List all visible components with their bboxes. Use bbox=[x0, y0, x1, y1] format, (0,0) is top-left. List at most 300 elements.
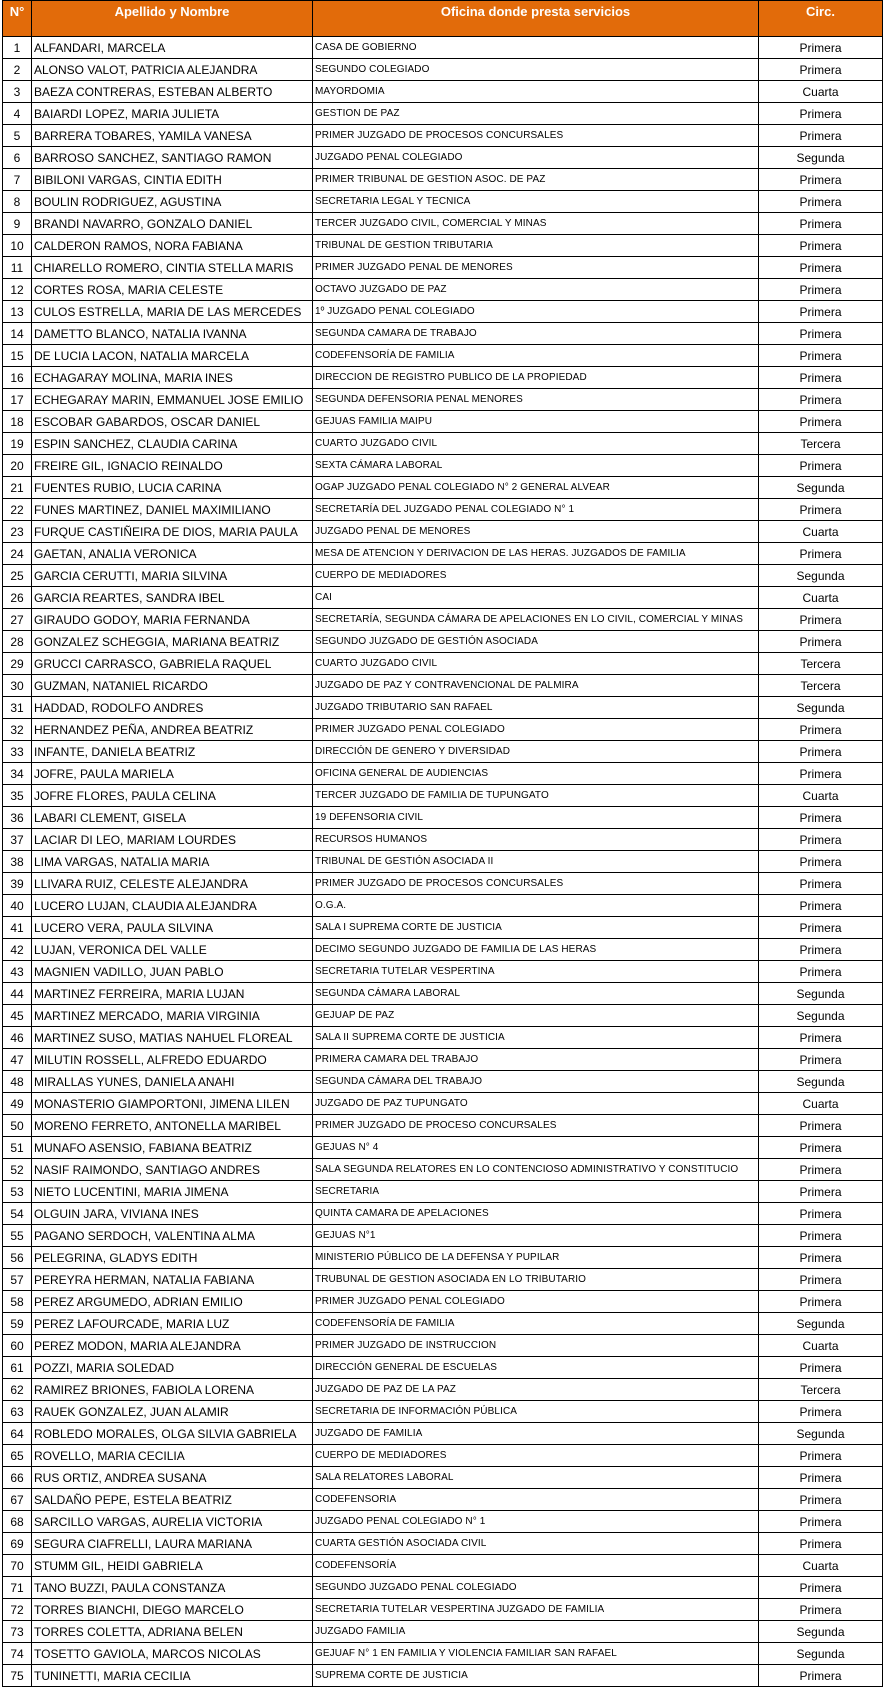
row-number-cell[interactable]: 25 bbox=[3, 565, 32, 587]
circ-cell[interactable]: Primera bbox=[759, 191, 883, 213]
name-cell[interactable]: CULOS ESTRELLA, MARIA DE LAS MERCEDES bbox=[32, 301, 313, 323]
row-number-cell[interactable]: 10 bbox=[3, 235, 32, 257]
name-cell[interactable]: PAGANO SERDOCH, VALENTINA ALMA bbox=[32, 1225, 313, 1247]
circ-cell[interactable]: Primera bbox=[759, 807, 883, 829]
office-cell[interactable]: JUZGADO PENAL COLEGIADO N° 1 bbox=[313, 1511, 759, 1533]
circ-cell[interactable]: Primera bbox=[759, 169, 883, 191]
row-number-cell[interactable]: 57 bbox=[3, 1269, 32, 1291]
circ-cell[interactable]: Tercera bbox=[759, 653, 883, 675]
office-cell[interactable]: DIRECCIÓN GENERAL DE ESCUELAS bbox=[313, 1357, 759, 1379]
circ-cell[interactable]: Segunda bbox=[759, 983, 883, 1005]
circ-cell[interactable]: Segunda bbox=[759, 147, 883, 169]
row-number-cell[interactable]: 18 bbox=[3, 411, 32, 433]
circ-cell[interactable]: Primera bbox=[759, 1533, 883, 1555]
circ-cell[interactable]: Primera bbox=[759, 345, 883, 367]
office-cell[interactable]: CODEFENSORÍA DE FAMILIA bbox=[313, 1313, 759, 1335]
name-cell[interactable]: MARTINEZ SUSO, MATIAS NAHUEL FLOREAL bbox=[32, 1027, 313, 1049]
name-cell[interactable]: FREIRE GIL, IGNACIO REINALDO bbox=[32, 455, 313, 477]
name-cell[interactable]: TORRES BIANCHI, DIEGO MARCELO bbox=[32, 1599, 313, 1621]
office-cell[interactable]: 19 DEFENSORIA CIVIL bbox=[313, 807, 759, 829]
circ-cell[interactable]: Cuarta bbox=[759, 81, 883, 103]
name-cell[interactable]: PEREZ LAFOURCADE, MARIA LUZ bbox=[32, 1313, 313, 1335]
row-number-cell[interactable]: 20 bbox=[3, 455, 32, 477]
circ-cell[interactable]: Primera bbox=[759, 213, 883, 235]
circ-cell[interactable]: Primera bbox=[759, 1445, 883, 1467]
row-number-cell[interactable]: 34 bbox=[3, 763, 32, 785]
office-cell[interactable]: CUERPO DE MEDIADORES bbox=[313, 1445, 759, 1467]
row-number-cell[interactable]: 70 bbox=[3, 1555, 32, 1577]
row-number-cell[interactable]: 23 bbox=[3, 521, 32, 543]
row-number-cell[interactable]: 17 bbox=[3, 389, 32, 411]
circ-cell[interactable]: Segunda bbox=[759, 477, 883, 499]
circ-cell[interactable]: Tercera bbox=[759, 675, 883, 697]
office-cell[interactable]: GEJUAS FAMILIA MAIPU bbox=[313, 411, 759, 433]
name-cell[interactable]: BARRERA TOBARES, YAMILA VANESA bbox=[32, 125, 313, 147]
office-cell[interactable]: SEGUNDO COLEGIADO bbox=[313, 59, 759, 81]
row-number-cell[interactable]: 8 bbox=[3, 191, 32, 213]
office-cell[interactable]: SECRETARIA bbox=[313, 1181, 759, 1203]
circ-cell[interactable]: Primera bbox=[759, 1137, 883, 1159]
circ-cell[interactable]: Primera bbox=[759, 1269, 883, 1291]
name-cell[interactable]: MONASTERIO GIAMPORTONI, JIMENA LILEN bbox=[32, 1093, 313, 1115]
office-cell[interactable]: GEJUAS N° 4 bbox=[313, 1137, 759, 1159]
name-cell[interactable]: MILUTIN ROSSELL, ALFREDO EDUARDO bbox=[32, 1049, 313, 1071]
office-cell[interactable]: GESTION DE PAZ bbox=[313, 103, 759, 125]
name-cell[interactable]: ROBLEDO MORALES, OLGA SILVIA GABRIELA bbox=[32, 1423, 313, 1445]
office-cell[interactable]: SECRETARIA TUTELAR VESPERTINA bbox=[313, 961, 759, 983]
row-number-cell[interactable]: 16 bbox=[3, 367, 32, 389]
row-number-cell[interactable]: 37 bbox=[3, 829, 32, 851]
office-cell[interactable]: PRIMER JUZGADO DE INSTRUCCION bbox=[313, 1335, 759, 1357]
row-number-cell[interactable]: 22 bbox=[3, 499, 32, 521]
circ-cell[interactable]: Primera bbox=[759, 389, 883, 411]
circ-cell[interactable]: Primera bbox=[759, 279, 883, 301]
office-cell[interactable]: DECIMO SEGUNDO JUZGADO DE FAMILIA DE LAS HERAS bbox=[313, 939, 759, 961]
name-cell[interactable]: BAEZA CONTRERAS, ESTEBAN ALBERTO bbox=[32, 81, 313, 103]
name-cell[interactable]: SARCILLO VARGAS, AURELIA VICTORIA bbox=[32, 1511, 313, 1533]
header-name[interactable]: Apellido y Nombre bbox=[32, 1, 313, 37]
circ-cell[interactable]: Primera bbox=[759, 1159, 883, 1181]
name-cell[interactable]: LABARI CLEMENT, GISELA bbox=[32, 807, 313, 829]
name-cell[interactable]: MUNAFO ASENSIO, FABIANA BEATRIZ bbox=[32, 1137, 313, 1159]
circ-cell[interactable]: Primera bbox=[759, 367, 883, 389]
office-cell[interactable]: SEGUNDO JUZGADO DE GESTIÓN ASOCIADA bbox=[313, 631, 759, 653]
name-cell[interactable]: ALONSO VALOT, PATRICIA ALEJANDRA bbox=[32, 59, 313, 81]
name-cell[interactable]: PELEGRINA, GLADYS EDITH bbox=[32, 1247, 313, 1269]
row-number-cell[interactable]: 9 bbox=[3, 213, 32, 235]
circ-cell[interactable]: Cuarta bbox=[759, 587, 883, 609]
name-cell[interactable]: PEREZ MODON, MARIA ALEJANDRA bbox=[32, 1335, 313, 1357]
row-number-cell[interactable]: 32 bbox=[3, 719, 32, 741]
row-number-cell[interactable]: 45 bbox=[3, 1005, 32, 1027]
name-cell[interactable]: FUNES MARTINEZ, DANIEL MAXIMILIANO bbox=[32, 499, 313, 521]
circ-cell[interactable]: Cuarta bbox=[759, 1093, 883, 1115]
row-number-cell[interactable]: 69 bbox=[3, 1533, 32, 1555]
circ-cell[interactable]: Primera bbox=[759, 873, 883, 895]
row-number-cell[interactable]: 21 bbox=[3, 477, 32, 499]
office-cell[interactable]: CODEFENSORÍA DE FAMILIA bbox=[313, 345, 759, 367]
office-cell[interactable]: RECURSOS HUMANOS bbox=[313, 829, 759, 851]
circ-cell[interactable]: Primera bbox=[759, 631, 883, 653]
office-cell[interactable]: TRUBUNAL DE GESTION ASOCIADA EN LO TRIBUTARIO bbox=[313, 1269, 759, 1291]
office-cell[interactable]: GEJUAS N°1 bbox=[313, 1225, 759, 1247]
name-cell[interactable]: HADDAD, RODOLFO ANDRES bbox=[32, 697, 313, 719]
circ-cell[interactable]: Primera bbox=[759, 939, 883, 961]
circ-cell[interactable]: Primera bbox=[759, 1049, 883, 1071]
row-number-cell[interactable]: 55 bbox=[3, 1225, 32, 1247]
circ-cell[interactable]: Primera bbox=[759, 37, 883, 59]
circ-cell[interactable]: Segunda bbox=[759, 697, 883, 719]
name-cell[interactable]: LIMA VARGAS, NATALIA MARIA bbox=[32, 851, 313, 873]
row-number-cell[interactable]: 52 bbox=[3, 1159, 32, 1181]
office-cell[interactable]: CAI bbox=[313, 587, 759, 609]
row-number-cell[interactable]: 4 bbox=[3, 103, 32, 125]
office-cell[interactable]: JUZGADO TRIBUTARIO SAN RAFAEL bbox=[313, 697, 759, 719]
name-cell[interactable]: TANO BUZZI, PAULA CONSTANZA bbox=[32, 1577, 313, 1599]
name-cell[interactable]: JOFRE FLORES, PAULA CELINA bbox=[32, 785, 313, 807]
name-cell[interactable]: RAMIREZ BRIONES, FABIOLA LORENA bbox=[32, 1379, 313, 1401]
circ-cell[interactable]: Primera bbox=[759, 499, 883, 521]
circ-cell[interactable]: Primera bbox=[759, 961, 883, 983]
row-number-cell[interactable]: 64 bbox=[3, 1423, 32, 1445]
name-cell[interactable]: TUNINETTI, MARIA CECILIA bbox=[32, 1665, 313, 1687]
name-cell[interactable]: GIRAUDO GODOY, MARIA FERNANDA bbox=[32, 609, 313, 631]
row-number-cell[interactable]: 41 bbox=[3, 917, 32, 939]
name-cell[interactable]: ROVELLO, MARIA CECILIA bbox=[32, 1445, 313, 1467]
row-number-cell[interactable]: 2 bbox=[3, 59, 32, 81]
circ-cell[interactable]: Segunda bbox=[759, 1643, 883, 1665]
name-cell[interactable]: BARROSO SANCHEZ, SANTIAGO RAMON bbox=[32, 147, 313, 169]
office-cell[interactable]: OFICINA GENERAL DE AUDIENCIAS bbox=[313, 763, 759, 785]
name-cell[interactable]: NIETO LUCENTINI, MARIA JIMENA bbox=[32, 1181, 313, 1203]
circ-cell[interactable]: Primera bbox=[759, 103, 883, 125]
row-number-cell[interactable]: 65 bbox=[3, 1445, 32, 1467]
row-number-cell[interactable]: 47 bbox=[3, 1049, 32, 1071]
row-number-cell[interactable]: 7 bbox=[3, 169, 32, 191]
office-cell[interactable]: OGAP JUZGADO PENAL COLEGIADO N° 2 GENERAL ALVEAR bbox=[313, 477, 759, 499]
office-cell[interactable]: CODEFENSORÍA bbox=[313, 1555, 759, 1577]
circ-cell[interactable]: Primera bbox=[759, 851, 883, 873]
name-cell[interactable]: ESPIN SANCHEZ, CLAUDIA CARINA bbox=[32, 433, 313, 455]
row-number-cell[interactable]: 44 bbox=[3, 983, 32, 1005]
row-number-cell[interactable]: 43 bbox=[3, 961, 32, 983]
circ-cell[interactable]: Segunda bbox=[759, 1005, 883, 1027]
circ-cell[interactable]: Primera bbox=[759, 323, 883, 345]
name-cell[interactable]: DAMETTO BLANCO, NATALIA IVANNA bbox=[32, 323, 313, 345]
row-number-cell[interactable]: 31 bbox=[3, 697, 32, 719]
name-cell[interactable]: LUCERO LUJAN, CLAUDIA ALEJANDRA bbox=[32, 895, 313, 917]
row-number-cell[interactable]: 66 bbox=[3, 1467, 32, 1489]
circ-cell[interactable]: Primera bbox=[759, 763, 883, 785]
circ-cell[interactable]: Segunda bbox=[759, 1621, 883, 1643]
row-number-cell[interactable]: 48 bbox=[3, 1071, 32, 1093]
office-cell[interactable]: DIRECCION DE REGISTRO PUBLICO DE LA PROPIEDAD bbox=[313, 367, 759, 389]
office-cell[interactable]: PRIMER JUZGADO DE PROCESOS CONCURSALES bbox=[313, 125, 759, 147]
circ-cell[interactable]: Primera bbox=[759, 1599, 883, 1621]
office-cell[interactable]: DIRECCIÓN DE GENERO Y DIVERSIDAD bbox=[313, 741, 759, 763]
circ-cell[interactable]: Primera bbox=[759, 455, 883, 477]
office-cell[interactable]: SECRETARIA LEGAL Y TECNICA bbox=[313, 191, 759, 213]
circ-cell[interactable]: Primera bbox=[759, 235, 883, 257]
circ-cell[interactable]: Primera bbox=[759, 741, 883, 763]
row-number-cell[interactable]: 72 bbox=[3, 1599, 32, 1621]
office-cell[interactable]: CUERPO DE MEDIADORES bbox=[313, 565, 759, 587]
office-cell[interactable]: MINISTERIO PÚBLICO DE LA DEFENSA Y PUPILAR bbox=[313, 1247, 759, 1269]
row-number-cell[interactable]: 6 bbox=[3, 147, 32, 169]
office-cell[interactable]: JUZGADO DE PAZ DE LA PAZ bbox=[313, 1379, 759, 1401]
name-cell[interactable]: POZZI, MARIA SOLEDAD bbox=[32, 1357, 313, 1379]
row-number-cell[interactable]: 30 bbox=[3, 675, 32, 697]
office-cell[interactable]: SEXTA CÁMARA LABORAL bbox=[313, 455, 759, 477]
name-cell[interactable]: BIBILONI VARGAS, CINTIA EDITH bbox=[32, 169, 313, 191]
row-number-cell[interactable]: 14 bbox=[3, 323, 32, 345]
name-cell[interactable]: ECHAGARAY MOLINA, MARIA INES bbox=[32, 367, 313, 389]
name-cell[interactable]: BOULIN RODRIGUEZ, AGUSTINA bbox=[32, 191, 313, 213]
office-cell[interactable]: CODEFENSORIA bbox=[313, 1489, 759, 1511]
circ-cell[interactable]: Primera bbox=[759, 411, 883, 433]
name-cell[interactable]: MORENO FERRETO, ANTONELLA MARIBEL bbox=[32, 1115, 313, 1137]
office-cell[interactable]: CUARTO JUZGADO CIVIL bbox=[313, 433, 759, 455]
row-number-cell[interactable]: 75 bbox=[3, 1665, 32, 1687]
name-cell[interactable]: RAUEK GONZALEZ, JUAN ALAMIR bbox=[32, 1401, 313, 1423]
row-number-cell[interactable]: 56 bbox=[3, 1247, 32, 1269]
circ-cell[interactable]: Cuarta bbox=[759, 1555, 883, 1577]
row-number-cell[interactable]: 26 bbox=[3, 587, 32, 609]
name-cell[interactable]: GARCIA CERUTTI, MARIA SILVINA bbox=[32, 565, 313, 587]
name-cell[interactable]: ESCOBAR GABARDOS, OSCAR DANIEL bbox=[32, 411, 313, 433]
row-number-cell[interactable]: 46 bbox=[3, 1027, 32, 1049]
circ-cell[interactable]: Primera bbox=[759, 719, 883, 741]
circ-cell[interactable]: Primera bbox=[759, 257, 883, 279]
office-cell[interactable]: GEJUAP DE PAZ bbox=[313, 1005, 759, 1027]
name-cell[interactable]: TOSETTO GAVIOLA, MARCOS NICOLAS bbox=[32, 1643, 313, 1665]
circ-cell[interactable]: Cuarta bbox=[759, 521, 883, 543]
office-cell[interactable]: JUZGADO FAMILIA bbox=[313, 1621, 759, 1643]
circ-cell[interactable]: Primera bbox=[759, 1467, 883, 1489]
row-number-cell[interactable]: 61 bbox=[3, 1357, 32, 1379]
office-cell[interactable]: JUZGADO PENAL COLEGIADO bbox=[313, 147, 759, 169]
row-number-cell[interactable]: 39 bbox=[3, 873, 32, 895]
name-cell[interactable]: ECHEGARAY MARIN, EMMANUEL JOSE EMILIO bbox=[32, 389, 313, 411]
name-cell[interactable]: SEGURA CIAFRELLI, LAURA MARIANA bbox=[32, 1533, 313, 1555]
office-cell[interactable]: O.G.A. bbox=[313, 895, 759, 917]
row-number-cell[interactable]: 54 bbox=[3, 1203, 32, 1225]
name-cell[interactable]: FUENTES RUBIO, LUCIA CARINA bbox=[32, 477, 313, 499]
circ-cell[interactable]: Primera bbox=[759, 1489, 883, 1511]
header-num[interactable]: N° bbox=[3, 1, 32, 37]
office-cell[interactable]: TERCER JUZGADO DE FAMILIA DE TUPUNGATO bbox=[313, 785, 759, 807]
name-cell[interactable]: CALDERON RAMOS, NORA FABIANA bbox=[32, 235, 313, 257]
name-cell[interactable]: BRANDI NAVARRO, GONZALO DANIEL bbox=[32, 213, 313, 235]
circ-cell[interactable]: Primera bbox=[759, 829, 883, 851]
circ-cell[interactable]: Segunda bbox=[759, 565, 883, 587]
circ-cell[interactable]: Tercera bbox=[759, 433, 883, 455]
name-cell[interactable]: MARTINEZ FERREIRA, MARIA LUJAN bbox=[32, 983, 313, 1005]
name-cell[interactable]: STUMM GIL, HEIDI GABRIELA bbox=[32, 1555, 313, 1577]
office-cell[interactable]: TRIBUNAL DE GESTION TRIBUTARIA bbox=[313, 235, 759, 257]
circ-cell[interactable]: Primera bbox=[759, 1401, 883, 1423]
office-cell[interactable]: 1º JUZGADO PENAL COLEGIADO bbox=[313, 301, 759, 323]
name-cell[interactable]: LUJAN, VERONICA DEL VALLE bbox=[32, 939, 313, 961]
row-number-cell[interactable]: 42 bbox=[3, 939, 32, 961]
circ-cell[interactable]: Primera bbox=[759, 1203, 883, 1225]
row-number-cell[interactable]: 5 bbox=[3, 125, 32, 147]
row-number-cell[interactable]: 40 bbox=[3, 895, 32, 917]
office-cell[interactable]: SECRETARÍA DEL JUZGADO PENAL COLEGIADO N° 1 bbox=[313, 499, 759, 521]
name-cell[interactable]: ALFANDARI, MARCELA bbox=[32, 37, 313, 59]
name-cell[interactable]: CHIARELLO ROMERO, CINTIA STELLA MARIS bbox=[32, 257, 313, 279]
row-number-cell[interactable]: 62 bbox=[3, 1379, 32, 1401]
office-cell[interactable]: PRIMER TRIBUNAL DE GESTION ASOC. DE PAZ bbox=[313, 169, 759, 191]
office-cell[interactable]: PRIMERA CAMARA DEL TRABAJO bbox=[313, 1049, 759, 1071]
name-cell[interactable]: PEREZ ARGUMEDO, ADRIAN EMILIO bbox=[32, 1291, 313, 1313]
circ-cell[interactable]: Tercera bbox=[759, 1379, 883, 1401]
office-cell[interactable]: TERCER JUZGADO CIVIL, COMERCIAL Y MINAS bbox=[313, 213, 759, 235]
row-number-cell[interactable]: 13 bbox=[3, 301, 32, 323]
header-office[interactable]: Oficina donde presta servicios bbox=[313, 1, 759, 37]
name-cell[interactable]: NASIF RAIMONDO, SANTIAGO ANDRES bbox=[32, 1159, 313, 1181]
row-number-cell[interactable]: 12 bbox=[3, 279, 32, 301]
office-cell[interactable]: SEGUNDA DEFENSORIA PENAL MENORES bbox=[313, 389, 759, 411]
row-number-cell[interactable]: 59 bbox=[3, 1313, 32, 1335]
name-cell[interactable]: BAIARDI LOPEZ, MARIA JULIETA bbox=[32, 103, 313, 125]
office-cell[interactable]: JUZGADO DE FAMILIA bbox=[313, 1423, 759, 1445]
office-cell[interactable]: GEJUAF N° 1 EN FAMILIA Y VIOLENCIA FAMILIAR SAN RAFAEL bbox=[313, 1643, 759, 1665]
name-cell[interactable]: PEREYRA HERMAN, NATALIA FABIANA bbox=[32, 1269, 313, 1291]
office-cell[interactable]: CUARTA GESTIÓN ASOCIADA CIVIL bbox=[313, 1533, 759, 1555]
row-number-cell[interactable]: 38 bbox=[3, 851, 32, 873]
office-cell[interactable]: SUPREMA CORTE DE JUSTICIA bbox=[313, 1665, 759, 1687]
office-cell[interactable]: PRIMER JUZGADO DE PROCESOS CONCURSALES bbox=[313, 873, 759, 895]
circ-cell[interactable]: Primera bbox=[759, 609, 883, 631]
row-number-cell[interactable]: 67 bbox=[3, 1489, 32, 1511]
name-cell[interactable]: MARTINEZ MERCADO, MARIA VIRGINIA bbox=[32, 1005, 313, 1027]
office-cell[interactable]: PRIMER JUZGADO PENAL COLEGIADO bbox=[313, 719, 759, 741]
office-cell[interactable]: JUZGADO PENAL DE MENORES bbox=[313, 521, 759, 543]
name-cell[interactable]: LACIAR DI LEO, MARIAM LOURDES bbox=[32, 829, 313, 851]
office-cell[interactable]: SECRETARIA DE INFORMACIÓN PÚBLICA bbox=[313, 1401, 759, 1423]
name-cell[interactable]: LLIVARA RUIZ, CELESTE ALEJANDRA bbox=[32, 873, 313, 895]
office-cell[interactable]: QUINTA CAMARA DE APELACIONES bbox=[313, 1203, 759, 1225]
office-cell[interactable]: SALA RELATORES LABORAL bbox=[313, 1467, 759, 1489]
circ-cell[interactable]: Primera bbox=[759, 1225, 883, 1247]
row-number-cell[interactable]: 51 bbox=[3, 1137, 32, 1159]
row-number-cell[interactable]: 49 bbox=[3, 1093, 32, 1115]
office-cell[interactable]: PRIMER JUZGADO DE PROCESO CONCURSALES bbox=[313, 1115, 759, 1137]
row-number-cell[interactable]: 19 bbox=[3, 433, 32, 455]
row-number-cell[interactable]: 58 bbox=[3, 1291, 32, 1313]
name-cell[interactable]: DE LUCIA LACON, NATALIA MARCELA bbox=[32, 345, 313, 367]
office-cell[interactable]: SECRETARÍA, SEGUNDA CÁMARA DE APELACIONES EN LO CIVIL, COMERCIAL Y MINAS bbox=[313, 609, 759, 631]
row-number-cell[interactable]: 35 bbox=[3, 785, 32, 807]
circ-cell[interactable]: Primera bbox=[759, 1181, 883, 1203]
circ-cell[interactable]: Primera bbox=[759, 301, 883, 323]
circ-cell[interactable]: Cuarta bbox=[759, 1335, 883, 1357]
circ-cell[interactable]: Primera bbox=[759, 1247, 883, 1269]
name-cell[interactable]: MIRALLAS YUNES, DANIELA ANAHI bbox=[32, 1071, 313, 1093]
name-cell[interactable]: TORRES COLETTA, ADRIANA BELEN bbox=[32, 1621, 313, 1643]
name-cell[interactable]: JOFRE, PAULA MARIELA bbox=[32, 763, 313, 785]
office-cell[interactable]: SALA I SUPREMA CORTE DE JUSTICIA bbox=[313, 917, 759, 939]
circ-cell[interactable]: Primera bbox=[759, 1511, 883, 1533]
office-cell[interactable]: SALA SEGUNDA RELATORES EN LO CONTENCIOSO ADMINISTRATIVO Y CONSTITUCIO bbox=[313, 1159, 759, 1181]
office-cell[interactable]: SEGUNDA CAMARA DE TRABAJO bbox=[313, 323, 759, 345]
office-cell[interactable]: PRIMER JUZGADO PENAL COLEGIADO bbox=[313, 1291, 759, 1313]
row-number-cell[interactable]: 63 bbox=[3, 1401, 32, 1423]
office-cell[interactable]: SEGUNDO JUZGADO PENAL COLEGIADO bbox=[313, 1577, 759, 1599]
office-cell[interactable]: CASA DE GOBIERNO bbox=[313, 37, 759, 59]
name-cell[interactable]: LUCERO VERA, PAULA SILVINA bbox=[32, 917, 313, 939]
office-cell[interactable]: CUARTO JUZGADO CIVIL bbox=[313, 653, 759, 675]
header-circ[interactable]: Circ. bbox=[759, 1, 883, 37]
name-cell[interactable]: OLGUIN JARA, VIVIANA INES bbox=[32, 1203, 313, 1225]
circ-cell[interactable]: Cuarta bbox=[759, 785, 883, 807]
office-cell[interactable]: MESA DE ATENCION Y DERIVACION DE LAS HERAS. JUZGADOS DE FAMILIA bbox=[313, 543, 759, 565]
office-cell[interactable]: JUZGADO DE PAZ TUPUNGATO bbox=[313, 1093, 759, 1115]
office-cell[interactable]: SEGUNDA CÁMARA LABORAL bbox=[313, 983, 759, 1005]
name-cell[interactable]: GUZMAN, NATANIEL RICARDO bbox=[32, 675, 313, 697]
row-number-cell[interactable]: 11 bbox=[3, 257, 32, 279]
row-number-cell[interactable]: 24 bbox=[3, 543, 32, 565]
row-number-cell[interactable]: 60 bbox=[3, 1335, 32, 1357]
office-cell[interactable]: MAYORDOMIA bbox=[313, 81, 759, 103]
row-number-cell[interactable]: 50 bbox=[3, 1115, 32, 1137]
circ-cell[interactable]: Primera bbox=[759, 1357, 883, 1379]
row-number-cell[interactable]: 68 bbox=[3, 1511, 32, 1533]
row-number-cell[interactable]: 71 bbox=[3, 1577, 32, 1599]
circ-cell[interactable]: Primera bbox=[759, 125, 883, 147]
name-cell[interactable]: RUS ORTIZ, ANDREA SUSANA bbox=[32, 1467, 313, 1489]
name-cell[interactable]: FURQUE CASTIÑEIRA DE DIOS, MARIA PAULA bbox=[32, 521, 313, 543]
office-cell[interactable]: TRIBUNAL DE GESTIÓN ASOCIADA II bbox=[313, 851, 759, 873]
circ-cell[interactable]: Primera bbox=[759, 1291, 883, 1313]
circ-cell[interactable]: Primera bbox=[759, 917, 883, 939]
name-cell[interactable]: INFANTE, DANIELA BEATRIZ bbox=[32, 741, 313, 763]
office-cell[interactable]: SALA II SUPREMA CORTE DE JUSTICIA bbox=[313, 1027, 759, 1049]
row-number-cell[interactable]: 3 bbox=[3, 81, 32, 103]
name-cell[interactable]: SALDAÑO PEPE, ESTELA BEATRIZ bbox=[32, 1489, 313, 1511]
row-number-cell[interactable]: 33 bbox=[3, 741, 32, 763]
name-cell[interactable]: MAGNIEN VADILLO, JUAN PABLO bbox=[32, 961, 313, 983]
circ-cell[interactable]: Segunda bbox=[759, 1423, 883, 1445]
row-number-cell[interactable]: 29 bbox=[3, 653, 32, 675]
row-number-cell[interactable]: 28 bbox=[3, 631, 32, 653]
circ-cell[interactable]: Primera bbox=[759, 1577, 883, 1599]
name-cell[interactable]: CORTES ROSA, MARIA CELESTE bbox=[32, 279, 313, 301]
name-cell[interactable]: GONZALEZ SCHEGGIA, MARIANA BEATRIZ bbox=[32, 631, 313, 653]
circ-cell[interactable]: Segunda bbox=[759, 1313, 883, 1335]
circ-cell[interactable]: Primera bbox=[759, 1027, 883, 1049]
circ-cell[interactable]: Primera bbox=[759, 1115, 883, 1137]
name-cell[interactable]: GAETAN, ANALIA VERONICA bbox=[32, 543, 313, 565]
row-number-cell[interactable]: 74 bbox=[3, 1643, 32, 1665]
office-cell[interactable]: PRIMER JUZGADO PENAL DE MENORES bbox=[313, 257, 759, 279]
circ-cell[interactable]: Primera bbox=[759, 895, 883, 917]
office-cell[interactable]: JUZGADO DE PAZ Y CONTRAVENCIONAL DE PALMIRA bbox=[313, 675, 759, 697]
row-number-cell[interactable]: 27 bbox=[3, 609, 32, 631]
office-cell[interactable]: SEGUNDA CÁMARA DEL TRABAJO bbox=[313, 1071, 759, 1093]
row-number-cell[interactable]: 73 bbox=[3, 1621, 32, 1643]
circ-cell[interactable]: Primera bbox=[759, 1665, 883, 1687]
office-cell[interactable]: SECRETARIA TUTELAR VESPERTINA JUZGADO DE FAMILIA bbox=[313, 1599, 759, 1621]
row-number-cell[interactable]: 53 bbox=[3, 1181, 32, 1203]
office-cell[interactable]: OCTAVO JUZGADO DE PAZ bbox=[313, 279, 759, 301]
name-cell[interactable]: GRUCCI CARRASCO, GABRIELA RAQUEL bbox=[32, 653, 313, 675]
circ-cell[interactable]: Primera bbox=[759, 59, 883, 81]
circ-cell[interactable]: Segunda bbox=[759, 1071, 883, 1093]
row-number-cell[interactable]: 36 bbox=[3, 807, 32, 829]
name-cell[interactable]: HERNANDEZ PEÑA, ANDREA BEATRIZ bbox=[32, 719, 313, 741]
